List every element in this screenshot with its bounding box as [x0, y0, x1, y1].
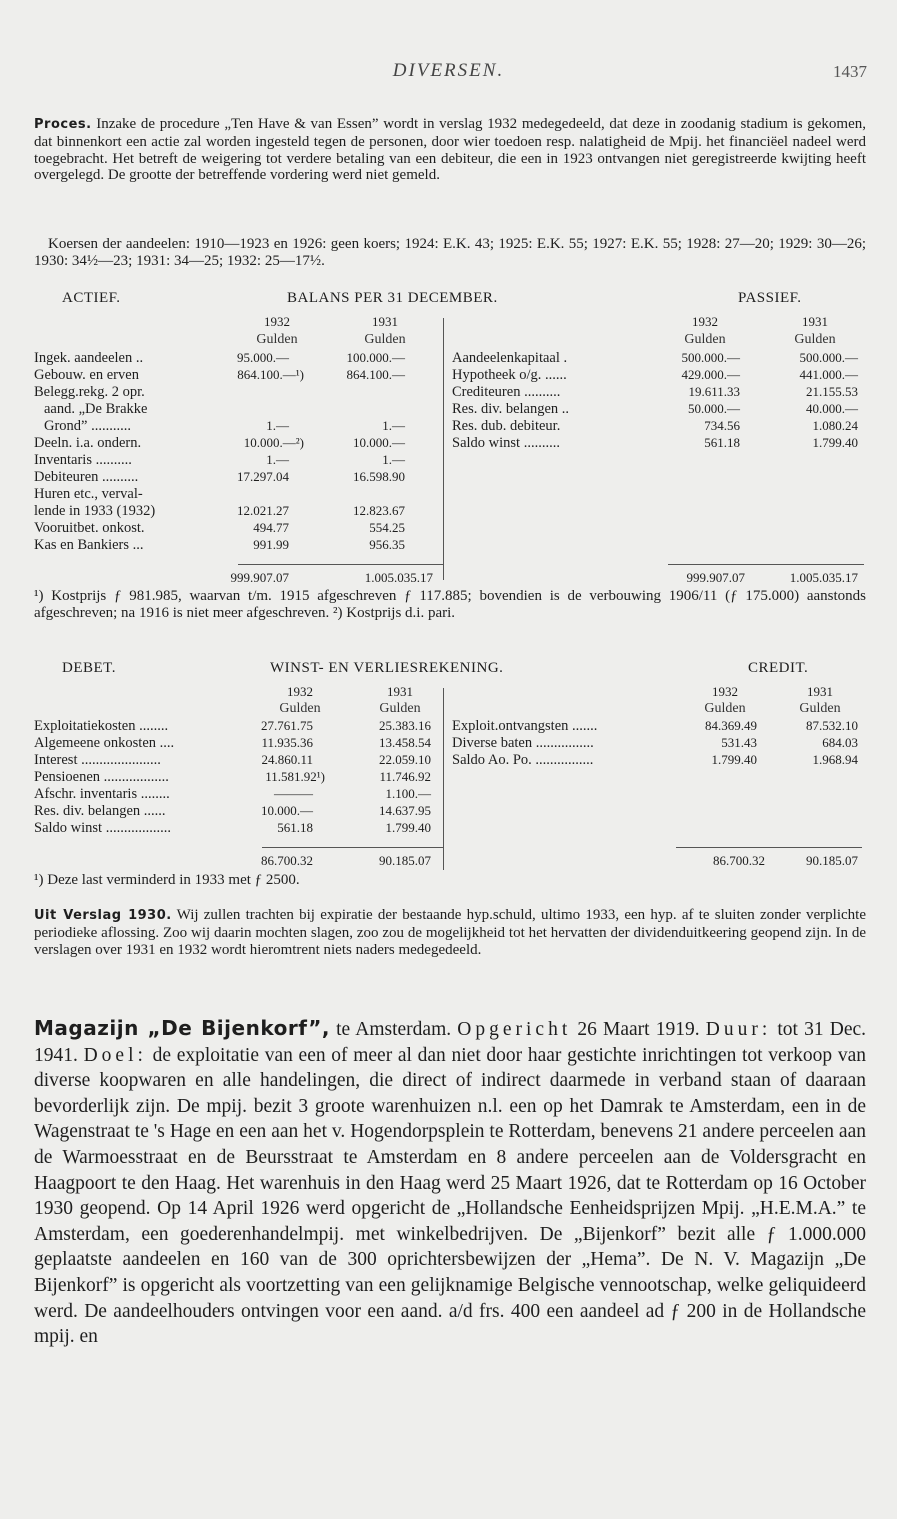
balans-unit-p1932: Gulden	[684, 332, 726, 347]
actief-label: aand. „De Brakke	[44, 401, 148, 417]
credit-label: Diverse baten ................	[452, 735, 594, 751]
debet-label: Afschr. inventaris ........	[34, 786, 170, 802]
verslag-text: Wij zullen trachten bij expiratie der bestaande hyp.schuld, ultimo 1933, een hyp. af te sluiten zonder verplichte periodieke aflossing. Zoo wij daarin mochten slagen, zoo zou de mogelijkheid tot het hervatten der dividenduitkeering geopend zijn. In de verslagen over 1931 en 1932 wordt hieromtrent niets naders medegedeeld.	[34, 907, 866, 958]
doel-text: de exploitatie van een of meer al dan niet door haar gestichte inrichtingen tot verkoop van diverse koopwaren en alle handelingen, die direct of indirect daarmede in verband staan of daaraan bevorderlijk zijn. De mpij. bezit 3 groote warenhuizen n.l. een op het Damrak te Amsterdam, een in de Wagenstraat te 's Hage en een aan het v. Hogendorpsplein te Rotterdam, benevens 21 andere perceelen aan de Warmoesstraat en de Beursstraat te Amsterdam en 8 andere perceelen aan de Voldersgracht en Haagpoort te den Haag. Het warenhuis in den Haag werd 25 Maart 1926, dat te Rotterdam op 16 October 1930 geopend. Op 14 April 1926 werd opgericht de „Hollandsche Eenheidsprijzen Mpij. „H.E.M.A.” te Amsterdam, een goederenhandelmpij. met winkelbedrijven. De „Bijenkorf” bezit alle ƒ 1.000.000 geplaatste aandeelen en 160 van de 300 oprichtersbewijzen der „Hema”. De N. V. Magazijn „De Bijenkorf” is opgericht als voortzetting van een gelijknamige Belgische vennootschap, welke geliquideerd werd. De aandeelhouders ontvingen voor een aand. a/d frs. 400 een aandeel ad ƒ 200 in de Hollandsche mpij. en	[34, 1044, 867, 1348]
passief-value-1932: 429.000.—	[681, 367, 740, 382]
duur-label: Duur:	[705, 1019, 772, 1040]
debet-row	[0, 769, 897, 786]
passief-value-1931: 441.000.—	[799, 367, 858, 382]
debet-value-1932: 11.581.92¹)	[265, 769, 325, 784]
actief-value-1932: 10.000.—²)	[243, 435, 304, 450]
credit-heading: CREDIT.	[748, 660, 809, 676]
debet-row	[0, 803, 897, 820]
debet-value-1932: ———	[274, 786, 313, 801]
debet-label: Res. div. belangen ......	[34, 803, 166, 819]
actief-value-1932: 12.021.27	[237, 503, 289, 518]
proces-paragraph	[34, 116, 866, 184]
running-title: DIVERSEN.	[392, 60, 505, 81]
debet-value-1931: 1.100.—	[385, 786, 431, 801]
actief-label: Belegg.rekg. 2 opr.	[34, 384, 145, 400]
debet-value-1931: 13.458.54	[379, 735, 431, 750]
debet-value-1931: 14.637.95	[379, 803, 431, 818]
actief-label: Huren etc., verval-	[34, 486, 143, 502]
actief-value-1931: 1.—	[382, 452, 405, 467]
passief-label: Res. div. belangen ..	[452, 401, 570, 417]
passief-row	[0, 384, 897, 401]
actief-value-1931: 16.598.90	[353, 469, 405, 484]
credit-label: Saldo Ao. Po. ................	[452, 752, 594, 768]
debet-value-1931: 1.799.40	[385, 820, 431, 835]
bijenkorf-paragraph	[34, 1016, 866, 1350]
credit-label: Exploit.ontvangsten .......	[452, 718, 598, 734]
passief-row	[0, 401, 897, 418]
balans-footnote: ¹) Kostprijs ƒ 981.985, waarvan t/m. 1915 afgeschreven ƒ 117.885; bovendien is de verbouwing 1906/11 (ƒ 175.000) aanstonds afgeschreven; na 1916 is niet meer afgeschreven. ²) Kostprijs d.i. pari.	[34, 588, 866, 621]
passief-value-1931: 40.000.—	[806, 401, 858, 416]
credit-value-1931: 1.968.94	[812, 752, 858, 767]
credit-value-1931: 87.532.10	[806, 718, 858, 733]
debet-label: Pensioenen ..................	[34, 769, 169, 785]
debet-row	[0, 820, 897, 837]
balans-total-rule-left	[238, 564, 443, 565]
debet-label: Saldo winst ..................	[34, 820, 171, 836]
actief-label: Inventaris ..........	[34, 452, 132, 468]
verslag-lead: Uit Verslag 1930.	[34, 908, 172, 923]
actief-value-1932: 17.297.04	[237, 469, 289, 484]
passief-label: Saldo winst ..........	[452, 435, 560, 451]
balans-year-p1932: 1932	[692, 314, 718, 329]
debet-label: Interest ......................	[34, 752, 161, 768]
credit-value-1932: 531.43	[721, 735, 757, 750]
debet-value-1931: 22.059.10	[379, 752, 431, 767]
actief-value-1932: 95.000.—	[237, 350, 289, 365]
actief-value-1931: 864.100.—	[346, 367, 405, 382]
passief-total-1932: 999.907.07	[686, 570, 745, 585]
passief-value-1931: 1.080.24	[812, 418, 858, 433]
opgericht-date: 26 Maart 1919.	[577, 1019, 700, 1040]
opgericht-label: Opgericht	[457, 1019, 572, 1040]
actief-row	[0, 469, 897, 486]
actief-label: Kas en Bankiers ...	[34, 537, 144, 553]
proces-text: Inzake de procedure „Ten Have & van Essen” wordt in verslag 1932 medegedeeld, dat deze in zoodanig stadium is gekomen, dat binnenkort een actie zal worden ingesteld tegen de personen, door wier toedoen resp. nalatigheid de Mpij. het financiëel nadeel werd toegebracht. Het betreft de weigering tot verdere betaling van een debiteur, die een in 1923 ontvangen niet geregistreerde kwijting heeft overgelegd. De grootte der betreffende vordering werd niet gemeld.	[34, 116, 867, 184]
credit-row	[0, 752, 897, 769]
actief-heading: ACTIEF.	[62, 290, 121, 306]
passief-label: Crediteuren ..........	[452, 384, 561, 400]
bijenkorf-lead: Magazijn „De Bijenkorf”,	[34, 1016, 330, 1040]
actief-label: Deeln. i.a. ondern.	[34, 435, 142, 451]
debet-value-1932: 27.761.75	[261, 718, 313, 733]
winst-unit-d1932: Gulden	[279, 701, 321, 716]
passief-value-1931: 500.000.—	[799, 350, 858, 365]
actief-label: Grond” ...........	[44, 418, 131, 434]
credit-value-1931: 684.03	[822, 735, 858, 750]
debet-label: Algemeene onkosten ....	[34, 735, 175, 751]
debet-value-1932: 11.935.36	[261, 735, 313, 750]
winst-total-rule-left	[262, 847, 443, 848]
page-header	[0, 60, 897, 86]
actief-row	[0, 537, 897, 554]
passief-value-1932: 561.18	[704, 435, 740, 450]
actief-total-1932: 999.907.07	[230, 570, 289, 585]
passief-row	[0, 418, 897, 435]
balans-total-rule-right	[668, 564, 864, 565]
bijenkorf-place: te Amsterdam.	[336, 1019, 452, 1040]
debet-value-1932: 10.000.—	[261, 803, 313, 818]
actief-label: Debiteuren ..........	[34, 469, 139, 485]
koersen-paragraph: Koersen der aandeelen: 1910—1923 en 1926: geen koers; 1924: E.K. 43; 1925: E.K. 55; 1927: E.K. 55; 1928: 27—20; 1929: 30—26; 1930: 34½—23; 1931: 34—25; 1932: 25—17½.	[34, 236, 866, 269]
actief-value-1931: 10.000.—	[353, 435, 405, 450]
actief-row	[0, 520, 897, 537]
duur-value: tot 31 Dec. 1941.	[34, 1019, 867, 1066]
credit-total-1932: 86.700.32	[713, 853, 765, 868]
actief-label: lende in 1933 (1932)	[34, 503, 156, 519]
winst-total-rule-right	[676, 847, 862, 848]
balans-total-row	[0, 570, 897, 587]
balans-unit-a1931: Gulden	[364, 332, 406, 347]
actief-value-1931: 956.35	[369, 537, 405, 552]
actief-value-1932: 1.—	[266, 452, 289, 467]
actief-label: Gebouw. en erven	[34, 367, 139, 383]
credit-value-1932: 1.799.40	[711, 752, 757, 767]
credit-row	[0, 735, 897, 752]
passief-value-1931: 1.799.40	[812, 435, 858, 450]
debet-total-1931: 90.185.07	[379, 853, 431, 868]
actief-value-1931: 554.25	[369, 520, 405, 535]
debet-row	[0, 786, 897, 803]
passief-row	[0, 350, 897, 367]
passief-value-1932: 19.611.33	[688, 384, 740, 399]
passief-heading: PASSIEF.	[738, 290, 802, 306]
balans-year-a1931: 1931	[372, 314, 398, 329]
credit-total-1931: 90.185.07	[806, 853, 858, 868]
proces-lead: Proces.	[34, 117, 92, 132]
actief-value-1931: 1.—	[382, 418, 405, 433]
winst-year-c1932: 1932	[712, 684, 738, 699]
winst-year-c1931: 1931	[807, 684, 833, 699]
actief-value-1931: 12.823.67	[353, 503, 405, 518]
actief-label: Ingek. aandeelen ..	[34, 350, 144, 366]
actief-value-1932: 494.77	[253, 520, 289, 535]
winst-unit-c1931: Gulden	[799, 701, 841, 716]
actief-total-1931: 1.005.035.17	[364, 570, 433, 585]
winst-heading: WINST- EN VERLIESREKENING.	[270, 660, 504, 676]
passief-row	[0, 367, 897, 384]
debet-heading: DEBET.	[62, 660, 116, 676]
actief-label: Vooruitbet. onkost.	[34, 520, 145, 536]
credit-row	[0, 718, 897, 735]
debet-value-1931: 25.383.16	[379, 718, 431, 733]
passief-row	[0, 435, 897, 452]
page-number: 1437	[833, 62, 867, 81]
passief-value-1932: 734.56	[704, 418, 740, 433]
debet-value-1931: 11.746.92	[379, 769, 431, 784]
winst-year-d1932: 1932	[287, 684, 313, 699]
debet-value-1932: 561.18	[277, 820, 313, 835]
actief-value-1931: 100.000.—	[346, 350, 405, 365]
winst-unit-c1932: Gulden	[704, 701, 746, 716]
passief-label: Aandeelenkapitaal .	[452, 350, 568, 366]
verslag-paragraph	[34, 907, 866, 958]
passief-total-1931: 1.005.035.17	[789, 570, 858, 585]
balans-unit-p1931: Gulden	[794, 332, 836, 347]
doel-label: Doel:	[83, 1044, 147, 1066]
balans-year-a1932: 1932	[264, 314, 290, 329]
winst-total-row	[0, 853, 897, 870]
debet-label: Exploitatiekosten ........	[34, 718, 169, 734]
passief-label: Res. dub. debiteur.	[452, 418, 561, 434]
actief-value-1932: 991.99	[253, 537, 289, 552]
winst-year-d1931: 1931	[387, 684, 413, 699]
passief-value-1932: 50.000.—	[688, 401, 740, 416]
passief-value-1931: 21.155.53	[806, 384, 858, 399]
debet-value-1932: 24.860.11	[261, 752, 313, 767]
actief-value-1932: 1.—	[266, 418, 289, 433]
winst-footnote: ¹) Deze last verminderd in 1933 met ƒ 2500.	[34, 872, 300, 888]
passief-label: Hypotheek o/g. ......	[452, 367, 567, 383]
balans-year-p1931: 1931	[802, 314, 828, 329]
credit-value-1932: 84.369.49	[705, 718, 757, 733]
balans-heading: BALANS PER 31 DECEMBER.	[287, 290, 498, 306]
winst-unit-d1931: Gulden	[379, 701, 421, 716]
passief-value-1932: 500.000.—	[681, 350, 740, 365]
actief-row	[0, 486, 897, 503]
actief-row	[0, 503, 897, 520]
actief-row	[0, 452, 897, 469]
actief-value-1932: 864.100.—¹)	[237, 367, 304, 382]
debet-total-1932: 86.700.32	[261, 853, 313, 868]
balans-unit-a1932: Gulden	[256, 332, 298, 347]
